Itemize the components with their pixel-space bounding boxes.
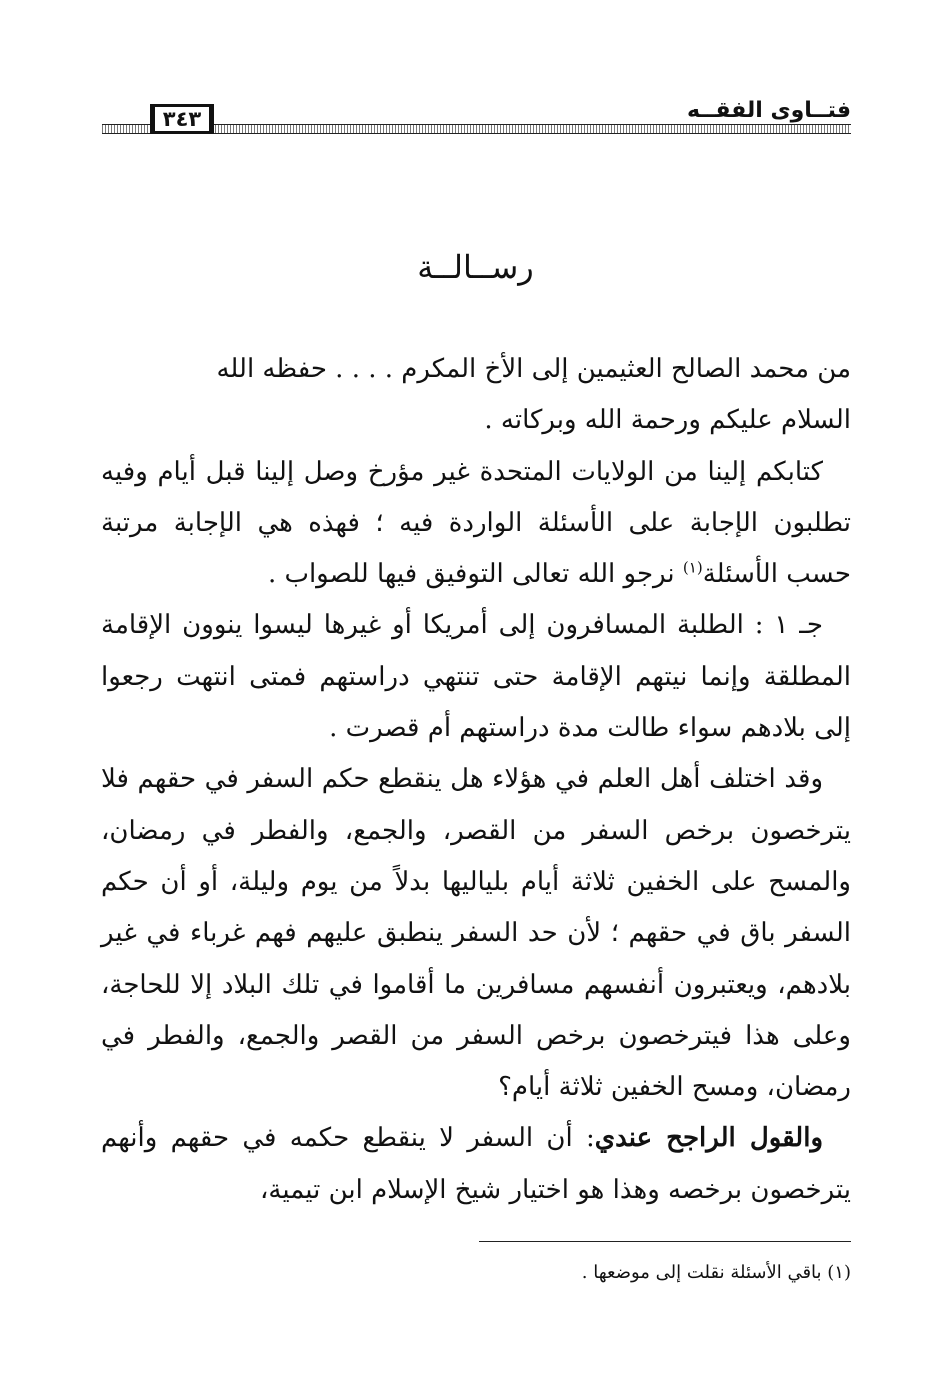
preferred-opinion-lead: والقول الراجح عندي: [594, 1123, 823, 1154]
footnote: (١) باقي الأسئلة نقلت إلى موضعها .: [581, 1262, 851, 1283]
greeting-line: السلام عليكم ورحمة الله وبركاته .: [484, 405, 851, 436]
sender-line: من محمد الصالح العثيمين إلى الأخ المكرم . . . . حفظه الله: [216, 354, 851, 384]
section-title: رســالــة: [417, 248, 534, 286]
header-rule: [212, 124, 851, 134]
page-number: ٣٤٣: [150, 104, 214, 134]
answer-paragraph: جـ ١ : الطلبة المسافرون إلى أمريكا أو غيرها ليسوا ينوون الإقامة المطلقة وإنما نيتهم الإقامة حتى تنتهي دراستهم فمتى انتهت رجعوا إلى بلادهم سواء طالت مدة دراستهم أم قصرت .: [101, 610, 851, 744]
letter-paragraph-text: كتابكم إلينا من الولايات المتحدة غير مؤرخ وصل إلينا قبل أيام وفيه تطلبون الإجابة على الأسئلة الواردة فيه ؛ فهذه هي الإجابة مرتبة حسب الأسئلة: [101, 456, 851, 590]
letter-paragraph: [101, 447, 851, 601]
book-title: فتــاوى الفقــه: [686, 98, 851, 123]
footnote-rule: [479, 1241, 851, 1242]
footnote-reference: (١): [682, 558, 703, 577]
body-text: [101, 344, 851, 1216]
running-header: [102, 96, 851, 142]
preferred-opinion-paragraph: [101, 1113, 851, 1216]
header-rule-left: [102, 124, 150, 134]
preferred-opinion-text: : أن السفر لا ينقطع حكمه في حقهم وأنهم يترخصون برخصه وهذا هو اختيار شيخ الإسلام ابن تيمية،: [101, 1123, 851, 1205]
letter-paragraph-end: نرجو الله تعالى التوفيق فيها للصواب .: [267, 559, 683, 590]
disagreement-paragraph: وقد اختلف أهل العلم في هؤلاء هل ينقطع حكم السفر في حقهم فلا يترخصون برخص السفر من القصر، والجمع، والفطر في رمضان، والمسح على الخفين ثلاثة أيام بلياليها بدلاً من يوم وليلة، أو أن حكم السفر باق في حقهم ؛ لأن حد السفر ينطبق عليهم فهم غرباء في غير بلادهم، ويعتبرون أنفسهم مسافرين ما أقاموا في تلك البلاد إلا للحاجة، وعلى هذا فيترخصون برخص السفر من القصر والجمع، والفطر في رمضان، ومسح الخفين ثلاثة أيام؟: [101, 764, 851, 1103]
